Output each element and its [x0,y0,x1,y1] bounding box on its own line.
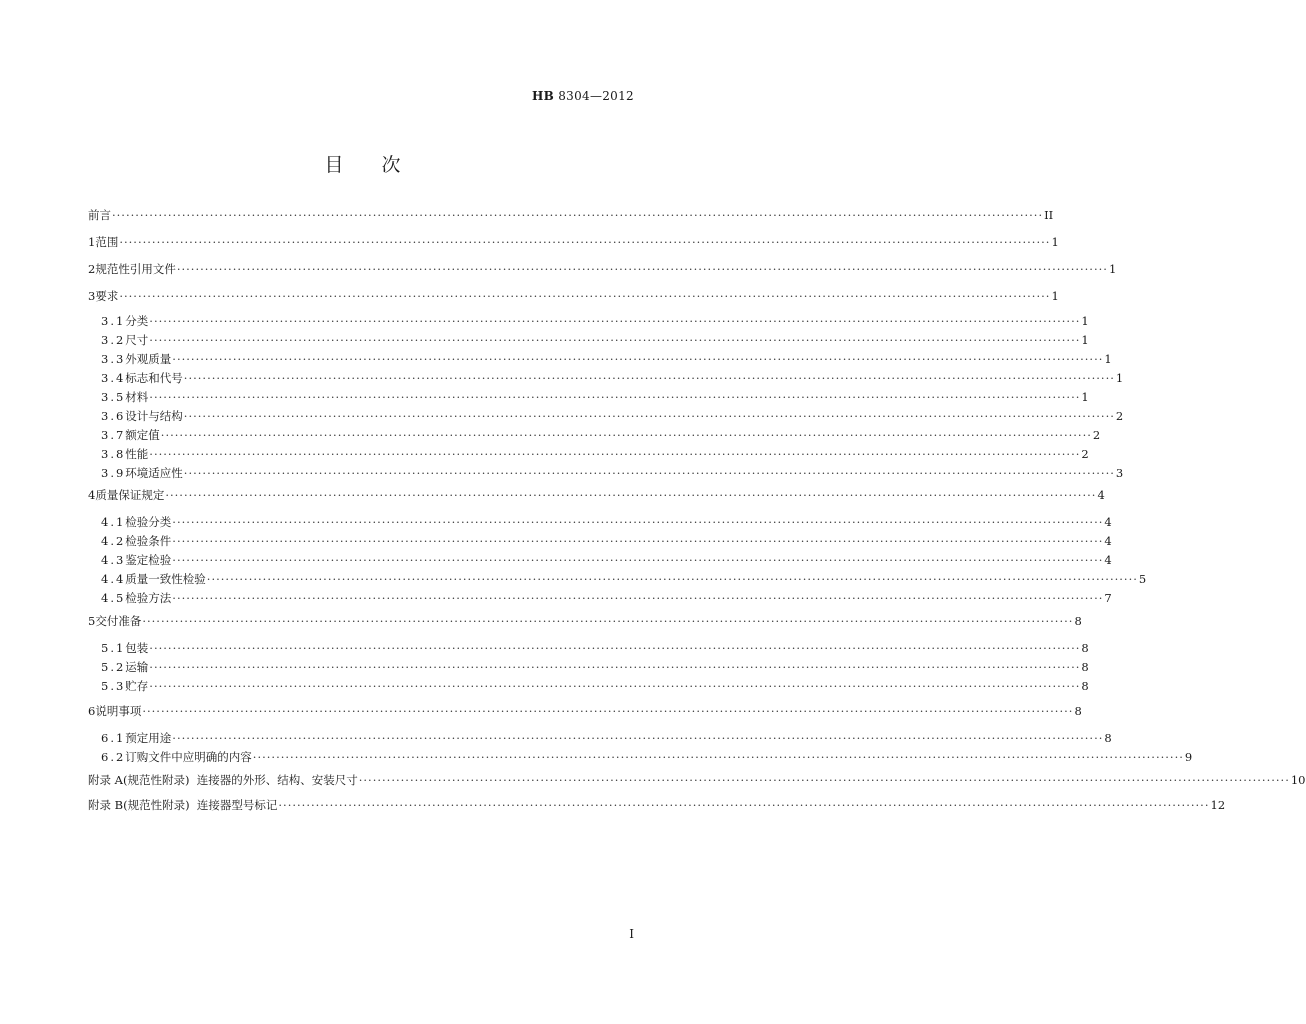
toc-dot-leader: ········································································································································································································ [172,352,1104,366]
toc-entry-page: 8 [1104,731,1112,745]
toc-entry-number: 6.2 [101,750,126,764]
toc-dot-leader: ········································································································································································································ [172,534,1104,548]
toc-entry[interactable] [88,772,1306,788]
toc-entry-page: 8 [1081,660,1089,674]
toc-entry-number: 4.3 [101,553,126,567]
toc-entry-page: 1 [1108,262,1117,276]
toc-entry[interactable] [101,640,1089,656]
toc-entry-label: 质量保证规定 [95,488,165,502]
toc-dot-leader: ········································································································································································································ [206,572,1138,586]
toc-entry-page: 8 [1081,679,1089,693]
toc-dot-leader: ········································································································································································································ [160,428,1092,442]
toc-entry-label: 材料 [125,390,149,404]
toc-entry[interactable] [101,351,1112,367]
toc-entry-number: 3.7 [101,428,126,442]
toc-entry-label: 附录 A(规范性附录) 连接器的外形、结构、安装尺寸 [88,773,358,787]
page-number: I [629,927,634,941]
toc-dot-leader: ········································································································································································································ [183,371,1115,385]
toc-entry-number: 4 [88,488,96,502]
toc-entry-label: 检验分类 [125,515,172,529]
toc-entry-page: 1 [1051,235,1059,249]
toc-entry-number: 1 [88,235,96,249]
toc-entry-label: 要求 [95,289,119,303]
toc-entry[interactable] [88,288,1059,304]
toc-entry-page: 8 [1081,641,1089,655]
toc-entry-page: 4 [1104,553,1112,567]
toc-entry-number: 3.5 [101,390,126,404]
toc-entry-label: 贮存 [125,679,149,693]
toc-entry-label: 说明事项 [95,704,142,718]
toc-entry-label: 鉴定检验 [125,553,172,567]
toc-entry[interactable] [101,552,1112,568]
toc-entry-page: 8 [1074,614,1082,628]
toc-entry-page: 10 [1290,773,1306,787]
toc-entry-page: 9 [1184,750,1193,764]
toc-entry-page: 1 [1104,352,1112,366]
toc-entry-page: 1 [1115,371,1124,385]
toc-entry[interactable] [101,446,1089,462]
toc-entry-number: 6.1 [101,731,126,745]
toc-entry-page: II [1044,208,1054,222]
toc-dot-leader: ········································································································································································································ [172,515,1104,529]
toc-entry-number: 3.2 [101,333,126,347]
toc-entry-label: 分类 [125,314,149,328]
toc-entry[interactable] [101,590,1112,606]
toc-entry-page: 3 [1115,466,1124,480]
toc-dot-leader: ········································································································································································································ [149,641,1081,655]
toc-dot-leader: ········································································································································································································ [278,798,1210,812]
toc-entry-page: 2 [1115,409,1124,423]
toc-dot-leader: ········································································································································································································ [183,466,1115,480]
toc-dot-leader: ········································································································································································································ [172,731,1104,745]
toc-entry-label: 订购文件中应明确的内容 [125,750,252,764]
toc-entry-page: 12 [1210,798,1226,812]
toc-entry-label: 性能 [125,447,149,461]
toc-dot-leader: ········································································································································································································ [142,614,1074,628]
toc-entry-number: 3.6 [101,409,126,423]
toc-entry-number: 5 [88,614,96,628]
toc-entry[interactable] [101,514,1112,530]
toc-dot-leader: ········································································································································································································ [172,553,1104,567]
toc-dot-leader: ········································································································································································································ [172,591,1104,605]
toc-dot-leader: ········································································································································································································ [183,409,1115,423]
toc-entry-label: 标志和代号 [125,371,183,385]
toc-entry[interactable] [88,487,1105,503]
toc-entry[interactable] [88,613,1082,629]
toc-entry-label: 环境适应性 [125,466,183,480]
toc-entry-number: 4.4 [101,572,126,586]
toc-dot-leader: ········································································································································································································ [149,333,1081,347]
toc-entry-number: 3.3 [101,352,126,366]
toc-dot-leader: ········································································································································································································ [119,289,1051,303]
toc-dot-leader: ········································································································································································································ [112,208,1044,222]
toc-entry-label: 尺寸 [125,333,149,347]
toc-entry-label: 预定用途 [125,731,172,745]
toc-entry-page: 1 [1081,390,1089,404]
toc-entry-label: 检验方法 [125,591,172,605]
toc-dot-leader: ········································································································································································································ [176,262,1108,276]
toc-dot-leader: ········································································································································································································ [119,235,1051,249]
toc-entry-number: 5.3 [101,679,126,693]
toc-dot-leader: ········································································································································································································ [149,447,1081,461]
toc-entry-label: 附录 B(规范性附录) 连接器型号标记 [88,798,278,812]
toc-entry[interactable] [88,703,1082,719]
toc-entry-page: 1 [1081,333,1089,347]
toc-entry-page: 1 [1081,314,1089,328]
document-code-number: 8304—2012 [554,89,634,103]
toc-entry-number: 4.1 [101,515,126,529]
toc-entry[interactable] [101,571,1147,587]
toc-entry-label: 检验条件 [125,534,172,548]
title-char-2: 次 [381,154,401,176]
toc-entry[interactable] [88,234,1059,250]
toc-dot-leader: ········································································································································································································ [252,750,1184,764]
toc-entry-number: 3.4 [101,371,126,385]
toc-entry-number: 6 [88,704,96,718]
toc-dot-leader: ········································································································································································································ [149,660,1081,674]
toc-entry-page: 8 [1074,704,1082,718]
toc-dot-leader: ········································································································································································································ [358,773,1290,787]
toc-entry[interactable] [101,313,1089,329]
toc-dot-leader: ········································································································································································································ [149,679,1081,693]
toc-entry[interactable] [101,370,1124,386]
toc-entry-number: 4.5 [101,591,126,605]
toc-dot-leader: ········································································································································································································ [149,314,1081,328]
toc-entry-number: 4.2 [101,534,126,548]
toc-entry-label: 范围 [95,235,119,249]
toc-dot-leader: ········································································································································································································ [165,488,1097,502]
toc-entry-label: 前言 [88,208,111,222]
toc-entry-number: 3 [88,289,96,303]
toc-entry[interactable] [101,389,1089,405]
toc-entry-label: 包装 [125,641,149,655]
toc-entry[interactable] [88,797,1226,813]
toc-dot-leader: ········································································································································································································ [142,704,1074,718]
toc-entry-label: 额定值 [125,428,160,442]
toc-entry[interactable] [88,261,1117,277]
toc-entry[interactable] [88,207,1054,223]
toc-entry-page: 1 [1051,289,1059,303]
toc-entry-page: 7 [1104,591,1112,605]
toc-entry-number: 5.1 [101,641,126,655]
toc-entry[interactable] [101,678,1089,694]
toc-entry[interactable] [101,659,1089,675]
toc-entry-page: 4 [1104,534,1112,548]
document-code-prefix: HB [532,89,555,103]
toc-entry-page: 2 [1092,428,1101,442]
page-title [0,150,725,177]
toc-entry[interactable] [101,465,1124,481]
toc-entry-label: 外观质量 [125,352,172,366]
title-char-1: 目 [324,154,344,176]
toc-entry-page: 2 [1081,447,1089,461]
toc-dot-leader: ········································································································································································································ [149,390,1081,404]
toc-entry-label: 质量一致性检验 [125,572,206,586]
toc-entry[interactable] [101,332,1089,348]
toc-entry-page: 4 [1104,515,1112,529]
toc-entry-number: 3.8 [101,447,126,461]
toc-entry-label: 规范性引用文件 [95,262,176,276]
toc-entry[interactable] [101,427,1101,443]
toc-entry[interactable] [101,408,1124,424]
toc-entry[interactable] [101,749,1193,765]
toc-entry-number: 3.9 [101,466,126,480]
toc-entry[interactable] [101,533,1112,549]
toc-entry-page: 4 [1097,488,1105,502]
toc-entry-label: 交付准备 [95,614,142,628]
toc-entry-number: 2 [88,262,96,276]
toc-entry-label: 运输 [125,660,149,674]
toc-entry-number: 3.1 [101,314,126,328]
toc-entry-number: 5.2 [101,660,126,674]
document-code [532,89,634,103]
toc-entry-page: 5 [1138,572,1147,586]
toc-entry[interactable] [101,730,1112,746]
toc-entry-label: 设计与结构 [125,409,183,423]
